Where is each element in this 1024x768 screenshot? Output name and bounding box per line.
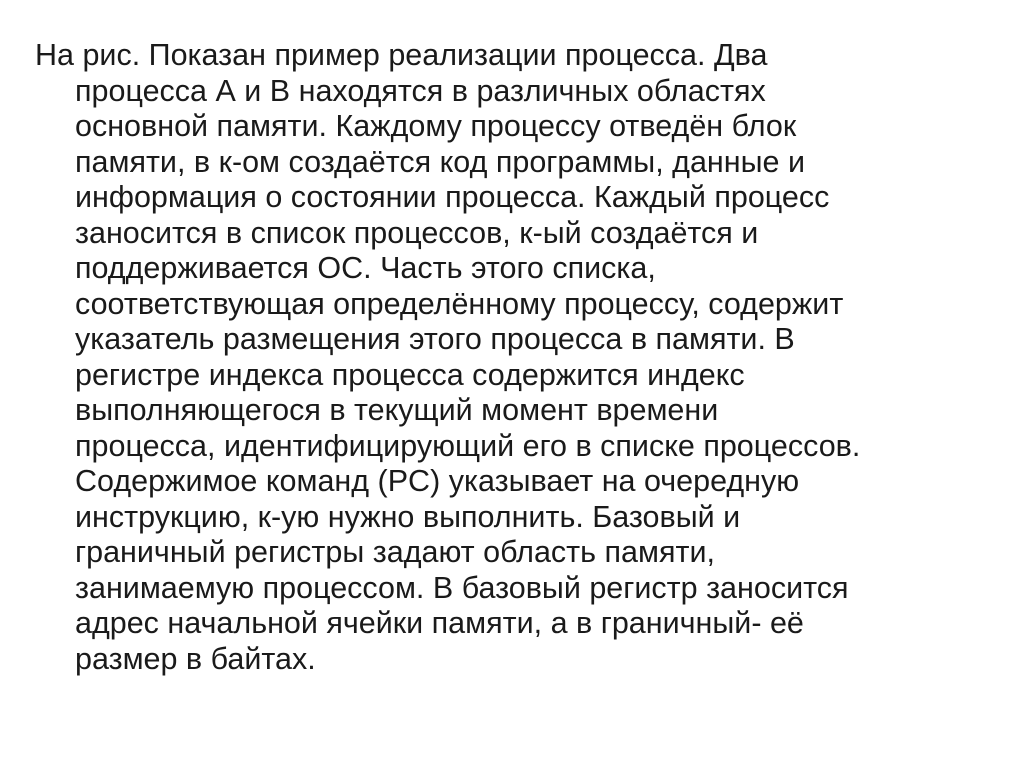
text-line: заносится в список процессов, к-ый создаётся и — [75, 215, 759, 250]
slide-body — [35, 38, 995, 677]
text-line: На рис. Показан пример реализации процесса. Два — [35, 38, 768, 72]
text-line: информация о состоянии процесса. Каждый процесс — [75, 180, 830, 214]
text-line: инструкцию, к-ую нужно выполнить. Базовый и — [75, 499, 741, 534]
text-line: поддерживается ОС. Часть этого списка, — [75, 251, 656, 285]
text-line: процесса А и В находятся в различных областях — [75, 73, 766, 108]
text-line: памяти, в к-ом создаётся код программы, данные и — [75, 144, 806, 179]
text-line: адрес начальной ячейки памяти, а в граничный- её — [75, 606, 804, 640]
text-line: соответствующая определённому процессу, содержит — [75, 286, 844, 321]
body-paragraph — [35, 38, 995, 677]
text-line: процесса, идентифицирующий его в списке процессов. — [75, 428, 861, 463]
text-line: регистре индекса процесса содержится индекс — [75, 357, 745, 392]
text-line: указатель размещения этого процесса в памяти. В — [75, 322, 795, 356]
text-line: Содержимое команд (PC) указывает на очередную — [75, 464, 800, 498]
text-line: выполняющегося в текущий момент времени — [75, 393, 719, 427]
text-line: граничный регистры задают область памяти, — [75, 535, 715, 569]
text-line: занимаемую процессом. В базовый регистр заносится — [75, 570, 849, 605]
text-line: размер в байтах. — [75, 641, 316, 676]
text-line: основной памяти. Каждому процессу отведён блок — [75, 109, 797, 143]
